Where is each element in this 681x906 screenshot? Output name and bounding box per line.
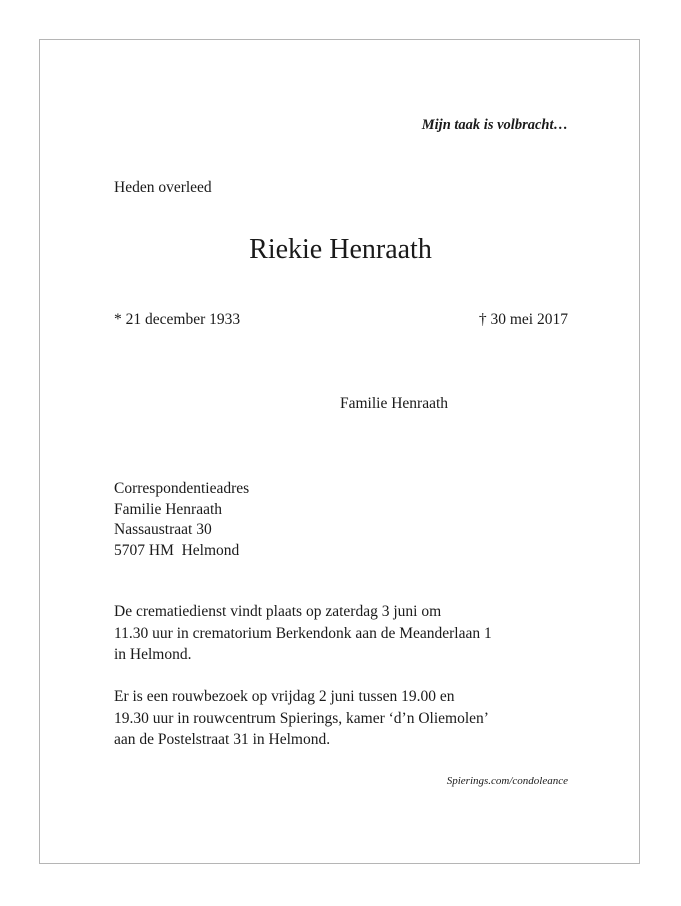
service-line: 11.30 uur in crematorium Berkendonk aan de Meanderlaan 1	[114, 624, 492, 642]
correspondence-address	[114, 479, 249, 561]
visitation-line: aan de Postelstraat 31 in Helmond.	[114, 731, 331, 748]
deceased-name: Riekie Henraath	[249, 234, 432, 265]
condolence-link[interactable]: Spierings.com/condoleance	[446, 775, 568, 787]
visitation-line: 19.30 uur in rouwcentrum Spierings, kamer ‘d’n Oliemolen’	[114, 709, 489, 727]
motto-text: Mijn taak is volbracht…	[421, 117, 568, 133]
death-date: † 30 mei 2017	[478, 311, 568, 328]
service-line: De crematiedienst vindt plaats op zaterdag 3 juni om	[114, 603, 442, 620]
address-line: Nassaustraat 30	[114, 521, 212, 538]
intro-text: Heden overleed	[114, 179, 212, 196]
service-paragraph	[114, 601, 492, 666]
visitation-line: Er is een rouwbezoek op vrijdag 2 juni tussen 19.00 en	[114, 688, 455, 705]
birth-date: * 21 december 1933	[114, 311, 241, 328]
address-line: 5707 HM Helmond	[114, 541, 240, 559]
service-line: in Helmond.	[114, 646, 192, 663]
address-heading: Correspondentieadres	[114, 480, 250, 497]
signed-by: Familie Henraath	[340, 395, 449, 412]
address-line: Familie Henraath	[114, 500, 223, 518]
visitation-paragraph	[114, 686, 489, 751]
